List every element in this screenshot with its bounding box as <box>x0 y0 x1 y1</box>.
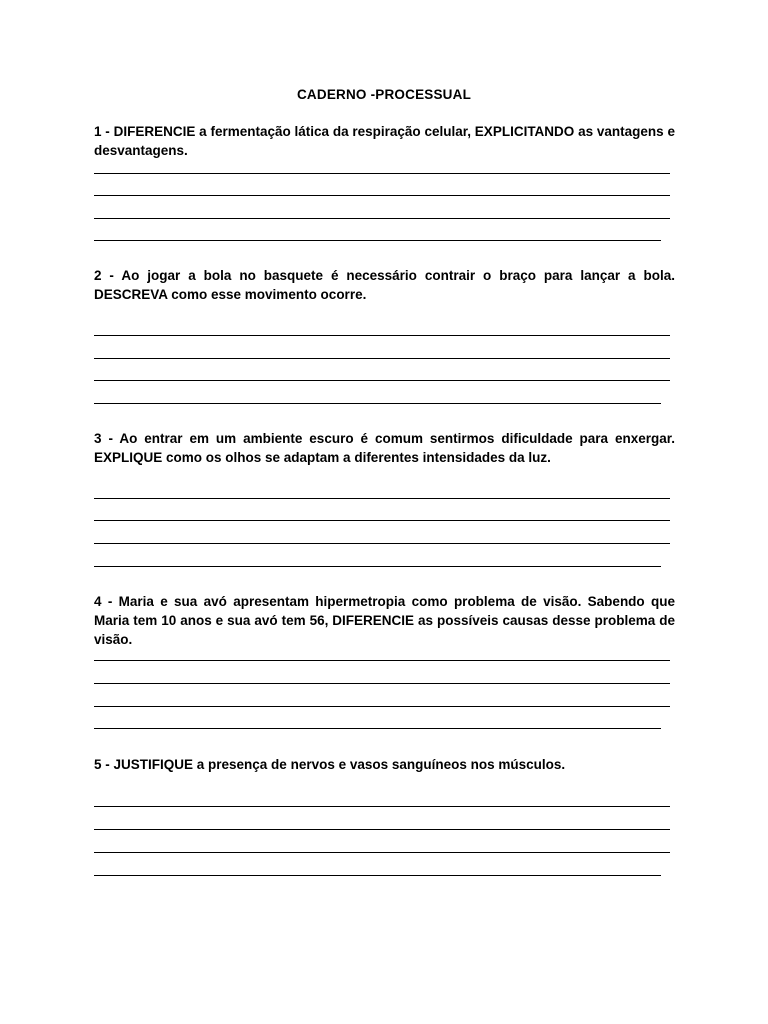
question-5: 5 - JUSTIFIQUE a presença de nervos e vasos sanguíneos nos músculos. <box>94 757 566 772</box>
answer-line[interactable] <box>94 706 670 707</box>
answer-line[interactable] <box>94 380 670 381</box>
question-3: 3 - Ao entrar em um ambiente escuro é comum sentirmos dificuldade para enxergar. EXPLIQUE como os olhos se adaptam a diferentes intensidades da luz. <box>94 431 675 465</box>
answer-line[interactable] <box>94 728 661 729</box>
question-4: 4 - Maria e sua avó apresentam hipermetropia como problema de visão. Sabendo que Maria tem 10 anos e sua avó tem 56, DIFERENCIE as possíveis causas desse problema de visão. <box>94 594 675 647</box>
page-title: CADERNO -PROCESSUAL <box>296 87 472 102</box>
answer-line[interactable] <box>94 335 670 336</box>
question-2: 2 - Ao jogar a bola no basquete é necessário contrair o braço para lançar a bola. DESCREVA como esse movimento ocorre. <box>94 268 675 302</box>
answer-line[interactable] <box>94 566 661 567</box>
answer-line[interactable] <box>94 218 670 219</box>
answer-line[interactable] <box>94 543 670 544</box>
question-1: 1 - DIFERENCIE a fermentação lática da respiração celular, EXPLICITANDO as vantagens e desvantagens. <box>94 124 675 158</box>
answer-line[interactable] <box>94 806 670 807</box>
answer-line[interactable] <box>94 498 670 499</box>
answer-line[interactable] <box>94 875 661 876</box>
answer-line[interactable] <box>94 660 670 661</box>
answer-line[interactable] <box>94 195 670 196</box>
answer-line[interactable] <box>94 852 670 853</box>
answer-line[interactable] <box>94 683 670 684</box>
answer-line[interactable] <box>94 358 670 359</box>
answer-line[interactable] <box>94 403 661 404</box>
answer-line[interactable] <box>94 240 661 241</box>
answer-line[interactable] <box>94 520 670 521</box>
answer-line[interactable] <box>94 829 670 830</box>
answer-line[interactable] <box>94 173 670 174</box>
